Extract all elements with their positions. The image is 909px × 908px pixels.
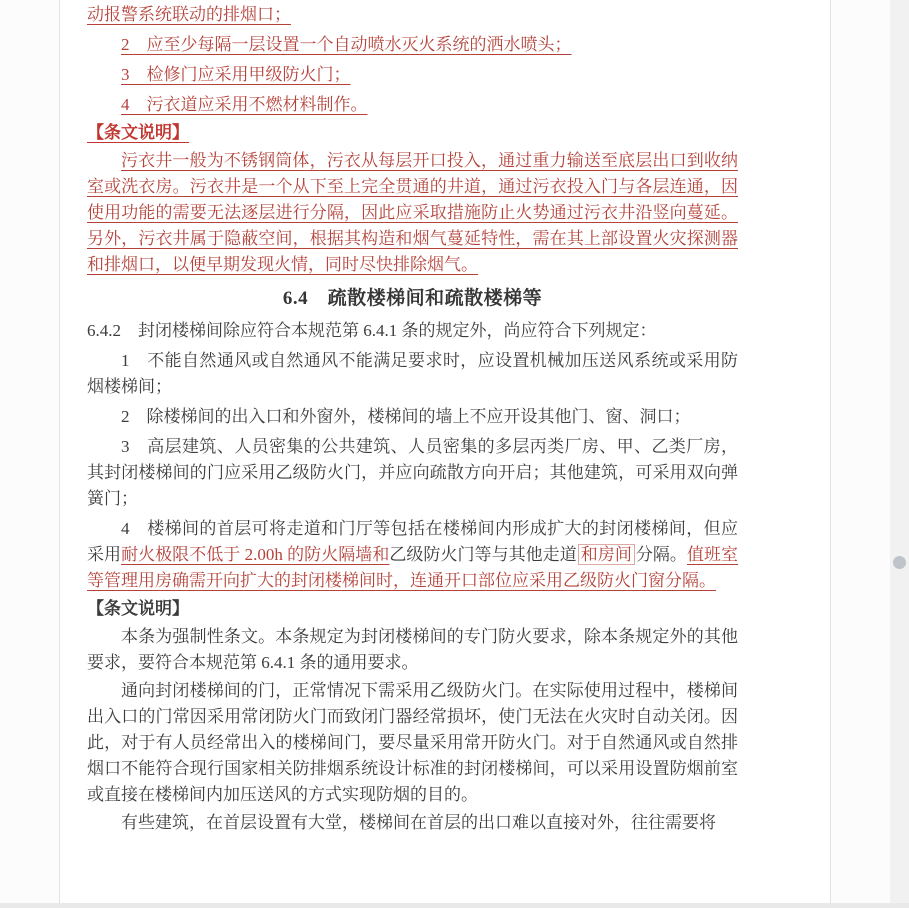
prev-clause-item-4: 4 污衣道应采用不燃材料制作。 <box>121 95 368 114</box>
scrollbar-thumb[interactable] <box>893 556 906 569</box>
item4-black-run-2: 乙级防火门等与其他走道 <box>389 545 577 564</box>
red-commentary-body: 污衣井一般为不锈钢筒体，污衣从每层开口投入，通过重力输送至底层出口到收纳室或洗衣房。污衣井是一个从下至上完全贯通的井道，通过污衣投入门与各层连通，因使用功能的需要无法逐层进行分隔，因此应采取措施防止火势通过污衣井沿竖向蔓延。另外，污衣井属于隐蔽空间，根据其构造和烟气蔓延特性，需在其上部设置火灾探测器和排烟口，以便早期发现火情，同时尽快排除烟气。 <box>87 151 738 274</box>
item4-red-insertion-1: 耐火极限不低于 2.00h 的防火隔墙和 <box>121 545 390 564</box>
section-heading-6-4: 6.4 疏散楼梯间和疏散楼梯等 <box>282 288 543 309</box>
prev-clause-item-2: 2 应至少每隔一层设置一个自动喷水灭火系统的洒水喷头； <box>121 35 572 54</box>
prev-clause-item-3: 3 检修门应采用甲级防火门； <box>121 65 351 84</box>
clause-642-item-1: 1 不能自然通风或自然通风不能满足要求时，应设置机械加压送风系统或采用防烟楼梯间； <box>87 351 738 396</box>
clause-642-intro: 6.4.2 封闭楼梯间除应符合本规范第 6.4.1 条的规定外，尚应符合下列规定： <box>87 321 657 340</box>
item4-black-run-1: 4 楼梯间的首层可将走道和门厅等包括在楼梯间内形成扩大的封闭楼梯间，但应采用 <box>87 519 738 564</box>
clause-642-item-3: 3 高层建筑、人员密集的公共建筑、人员密集的多层丙类厂房、甲、乙类厂房，其封闭楼梯间的门应采用乙级防火门，并应向疏散方向开启；其他建筑，可采用双向弹簧门； <box>87 437 738 508</box>
clause-642-item-2: 2 除楼梯间的出入口和外窗外，楼梯间的墙上不应开设其他门、窗、洞口； <box>121 407 691 426</box>
black-commentary-para-3: 有些建筑，在首层设置有大堂，楼梯间在首层的出口难以直接对外，往往需要将 <box>121 813 716 832</box>
item4-red-boxed-insertion: 和房间 <box>578 544 635 565</box>
document-page <box>59 0 831 903</box>
page-content <box>60 0 830 836</box>
bottom-edge-bar <box>0 903 909 908</box>
black-commentary-para-1: 本条为强制性条文。本条规定为封闭楼梯间的专门防火要求，除本条规定外的其他要求，要符合本规范第 6.4.1 条的通用要求。 <box>87 627 738 672</box>
red-commentary-label: 【条文说明】 <box>87 123 189 142</box>
black-commentary-para-2: 通向封闭楼梯间的门，正常情况下需采用乙级防火门。在实际使用过程中，楼梯间出入口的门常因采用常闭防火门而致闭门器经常损坏，使门无法在火灾时自动关闭。因此，对于有人员经常出入的楼梯间门，要尽量采用常开防火门。对于自然通风或自然排烟口不能符合现行国家相关防排烟系统设计标准的封闭楼梯间，可以采用设置防烟前室或直接在楼梯间内加压送风的方式实现防烟的目的。 <box>87 681 738 804</box>
scrollbar-track[interactable] <box>890 0 909 908</box>
clause-642-item-4 <box>87 516 738 594</box>
black-commentary-label: 【条文说明】 <box>87 599 189 618</box>
item4-black-run-3: 分隔。 <box>635 545 687 564</box>
prev-clause-continuation: 动报警系统联动的排烟口； <box>87 5 291 24</box>
item4-red-insertion-2: 值班室等管理用房确需开向扩大的封闭楼梯间时，连通开口部位应采用乙级防火门窗分隔。 <box>87 545 739 590</box>
